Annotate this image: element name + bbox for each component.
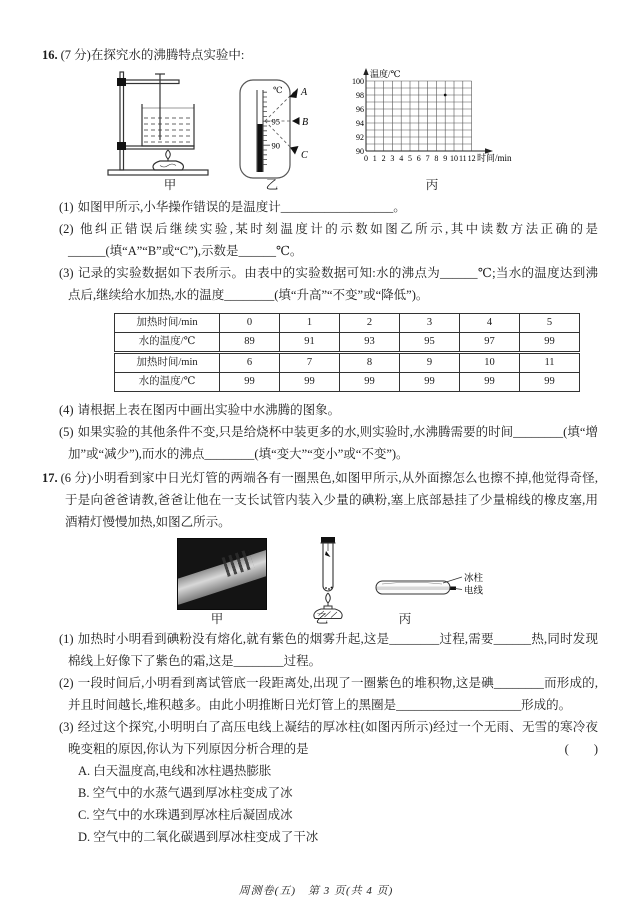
- lamp-tube-shape: [177, 543, 267, 608]
- thermometer-unit-label: ℃: [273, 85, 283, 95]
- page-footer: 周测卷(五) 第 3 页(共 4 页): [238, 885, 394, 897]
- question-17-figures: [42, 536, 598, 626]
- figure-temperature-graph: [340, 68, 552, 180]
- figure-thermometer: [238, 78, 314, 180]
- table-cell: 99: [340, 373, 400, 392]
- table-cell: 99: [220, 373, 280, 392]
- graph-xtick: 4: [399, 154, 404, 163]
- table-cell: 4: [460, 314, 520, 333]
- part-marker: (5): [59, 425, 74, 439]
- ice-shape: [376, 581, 450, 594]
- table-cell: 91: [280, 333, 340, 353]
- graph-xtick: 9: [443, 154, 448, 163]
- table-header-cell: 水的温度/℃: [115, 373, 220, 392]
- table-cell: 99: [460, 373, 520, 392]
- table-cell: 10: [460, 353, 520, 373]
- q17-part-1: [59, 628, 598, 672]
- graph-xtick: 0: [364, 154, 368, 163]
- answer-bracket: ( ): [564, 742, 598, 756]
- question-16-number: 16.: [42, 48, 58, 62]
- option-b: B. 空气中的水蒸气遇到厚冰柱变成了冰: [78, 786, 293, 800]
- part-text: 一段时间后,小明看到离试管底一段距离处,出现了一圈紫色的堆积物,这是碘________而形成的,并且时间越长,堆积越多。由此小明推断日光灯管上的黑圈是____________________形成的。: [68, 676, 598, 712]
- printed-dot: [444, 94, 447, 97]
- table-cell: 1: [280, 314, 340, 333]
- figure-17-yi-caption: 乙: [315, 612, 329, 626]
- clamp-node-ring: [117, 142, 126, 150]
- clamp-node-top: [117, 78, 126, 86]
- q16-part-3: [59, 262, 598, 306]
- ice-label: 冰柱: [464, 574, 484, 584]
- part-text: 如图甲所示,小华操作错误的是温度计__________________。: [77, 200, 406, 214]
- part-marker: (2): [59, 222, 74, 236]
- table-cell: 7: [280, 353, 340, 373]
- graph-xtick: 5: [408, 154, 412, 163]
- table-header-cell: 加热时间/min: [115, 353, 220, 373]
- sightline-c-arrow-icon: [290, 146, 299, 155]
- graph-xtick: 12: [467, 154, 476, 163]
- question-16-heading: [42, 44, 598, 66]
- part-marker: (1): [59, 200, 74, 214]
- table-cell: 0: [220, 314, 280, 333]
- experiment-data-table: [114, 313, 580, 392]
- q16-part-1: [59, 196, 598, 218]
- page-content: [42, 44, 598, 848]
- part-marker: (2): [59, 676, 74, 690]
- question-16-intro: (7 分)在探究水的沸腾特点实验中:: [60, 48, 245, 62]
- q16-part-2: [59, 218, 598, 262]
- q16-part-5: [59, 421, 598, 465]
- graph-xtick: 6: [416, 154, 421, 163]
- table-cell: 99: [280, 373, 340, 392]
- sightline-b-label: B: [302, 117, 309, 128]
- wire-label: 电线: [464, 586, 484, 597]
- part-text: 记录的实验数据如下表所示。由表中的实验数据可知:水的沸点为______℃;当水的温度达到沸点后,继续给水加热,水的温度________(填“升高”“不变”或“降低”)。: [68, 266, 598, 302]
- graph-ytick: 100: [352, 77, 364, 86]
- table-cell: 99: [520, 333, 580, 353]
- table-row: [115, 353, 580, 373]
- table-cell: 99: [400, 373, 460, 392]
- thermometer-95-label: 95: [271, 116, 280, 127]
- graph-ytick: 96: [356, 105, 364, 114]
- graph-xtick: 10: [450, 154, 458, 163]
- table-row: [115, 333, 580, 353]
- table-row: [115, 373, 580, 392]
- graph-xtick: 7: [425, 154, 430, 163]
- figure-ice-column: [372, 572, 498, 610]
- figure-16-bing-caption: 丙: [425, 178, 439, 192]
- question-16-figures: [42, 68, 598, 194]
- sightline-b-arrow-icon: [292, 117, 300, 125]
- graph-xlabel: 时间/min: [477, 153, 512, 163]
- option-a: A. 白天温度高,电线和冰柱遇热膨胀: [78, 764, 272, 778]
- table-cell: 2: [340, 314, 400, 333]
- question-17-number: 17.: [42, 471, 58, 485]
- table-header-cell: 水的温度/℃: [115, 333, 220, 353]
- part-text: 他纠正错误后继续实验,某时刻温度计的示数如图乙所示,其中读数方法正确的是______(填“A”“B”或“C”),示数是______℃。: [68, 222, 598, 258]
- part-text: 加热时小明看到碘粉没有熔化,就有紫色的烟雾升起,这是________过程,需要______热,同时发现棉线上好像下了紫色的霜,这是________过程。: [68, 632, 598, 668]
- sightline-a-label: A: [301, 87, 308, 98]
- part-marker: (3): [59, 266, 74, 280]
- table-cell: 93: [340, 333, 400, 353]
- question-17-heading: [42, 467, 598, 533]
- figure-17-jia-caption: 甲: [210, 612, 224, 626]
- graph-xtick: 3: [390, 154, 395, 163]
- graph-ytick: 90: [356, 147, 364, 156]
- option-d: D. 空气中的二氧化碳遇到厚冰柱变成了干冰: [78, 830, 319, 844]
- q17-part-3: [59, 716, 598, 760]
- graph-ytick: 98: [356, 91, 364, 100]
- table-cell: 11: [520, 353, 580, 373]
- y-axis-arrow-icon: [363, 68, 368, 75]
- q17-options: [78, 760, 598, 848]
- part-marker: (3): [59, 720, 74, 734]
- table-cell: 99: [520, 373, 580, 392]
- figure-17-bing-caption: 丙: [398, 612, 412, 626]
- part-marker: (4): [59, 403, 74, 417]
- figure-boiling-apparatus: [102, 70, 237, 178]
- table-row: [115, 314, 580, 333]
- graph-ytick: 94: [356, 119, 364, 128]
- q17-part-2: [59, 672, 598, 716]
- part-marker: (1): [59, 632, 74, 646]
- graph-ytick: 92: [356, 133, 364, 142]
- table-cell: 3: [400, 314, 460, 333]
- part-text: 经过这个探究,小明明白了高压电线上凝结的厚冰柱(如图丙所示)经过一个无雨、无雪的寒冷夜晚变粗的原因,你认为下列原因分析合理的是: [68, 720, 598, 756]
- table-cell: 6: [220, 353, 280, 373]
- table-cell: 89: [220, 333, 280, 353]
- part-text: 如果实验的其他条件不变,只是给烧杯中装更多的水,则实验时,水沸腾需要的时间________(填“增加”或“减少”),而水的沸点________(填“变大”“变小”或“不变”)。: [68, 425, 598, 461]
- graph-xtick: 11: [458, 154, 467, 163]
- graph-xtick: 2: [381, 154, 386, 163]
- part-text: 请根据上表在图丙中画出实验中水沸腾的图象。: [77, 403, 341, 417]
- q16-part-4: [59, 399, 598, 421]
- table-cell: 9: [400, 353, 460, 373]
- option-c: C. 空气中的水珠遇到厚冰柱后凝固成冰: [78, 808, 293, 822]
- graph-xtick: 1: [372, 154, 377, 163]
- table-header-cell: 加热时间/min: [115, 314, 220, 333]
- sightline-c-label: C: [301, 150, 308, 161]
- graph-xtick: 8: [434, 154, 439, 163]
- thermometer-90-label: 90: [271, 140, 280, 151]
- table-cell: 5: [520, 314, 580, 333]
- figure-16-yi-caption: 乙: [265, 178, 279, 192]
- figure-16-jia-caption: 甲: [163, 178, 177, 192]
- figure-lamp-photo: [177, 538, 267, 610]
- table-cell: 97: [460, 333, 520, 353]
- table-cell: 8: [340, 353, 400, 373]
- table-cell: 95: [400, 333, 460, 353]
- graph-ylabel: 温度/℃: [370, 69, 401, 79]
- question-17-intro: (6 分)小明看到家中日光灯管的两端各有一圈黑色,如图甲所示,从外面擦怎么也擦不掉,他觉得奇怪,于是向爸爸请教,爸爸让他在一支长试管内装入少量的碘粉,塞上底部悬挂了少量棉线的橡皮塞,用酒精灯慢慢加热,如图乙所示。: [60, 471, 598, 529]
- cotton-thread: [325, 551, 331, 557]
